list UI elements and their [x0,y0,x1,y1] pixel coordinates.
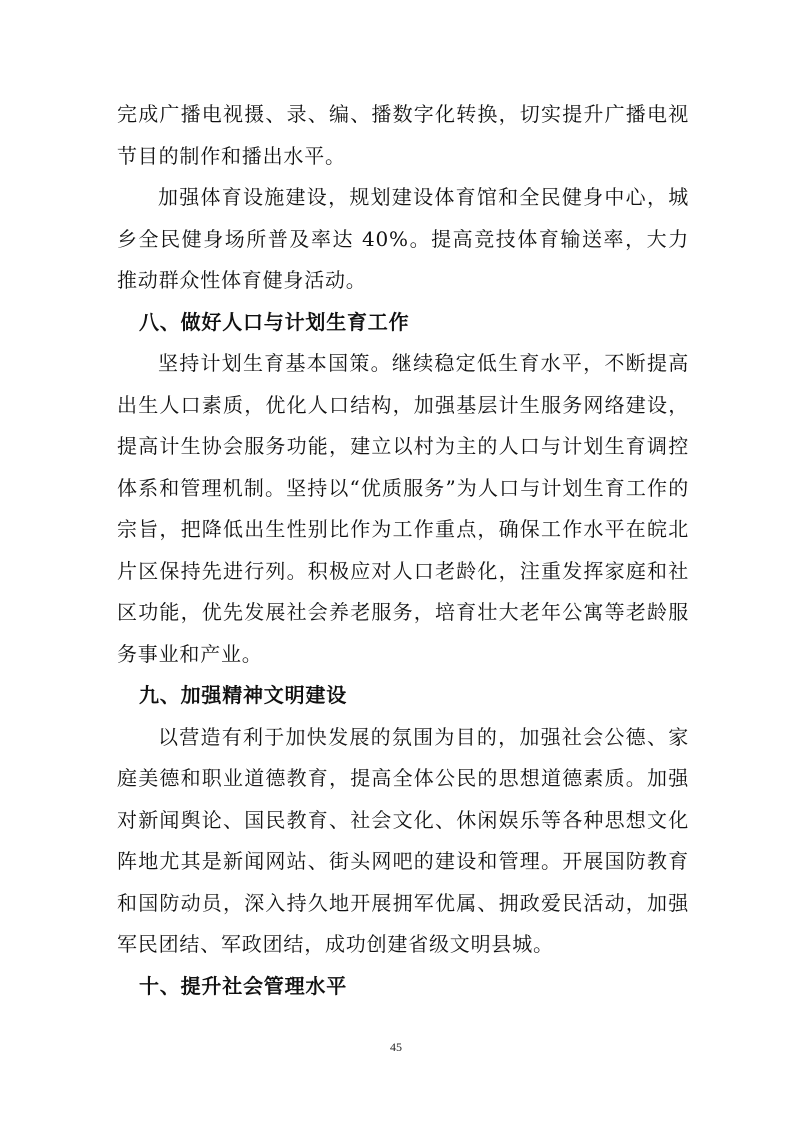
paragraph-sports: 加强体育设施建设，规划建设体育馆和全民健身中心，城乡全民健身场所普及率达 40%。提高竞技体育输送率，大力推动群众性体育健身活动。 [117,185,689,292]
heading-civilization: 九、加强精神文明建设 [139,683,347,707]
paragraph-civilization: 以营造有利于加快发展的氛围为目的，加强社会公德、家庭美德和职业道德教育，提高全体公民的思想道德素质。加强对新闻舆论、国民教育、社会文化、休闲娱乐等各种思想文化阵地尤其是新闻网站、街头网吧的建设和管理。开展国防教育和国防动员，深入持久地开展拥军优属、拥政爱民活动，加强军民团结、军政团结，成功创建省级文明县城。 [117,724,689,956]
page-number: 45 [390,1040,402,1054]
page-content [117,94,689,1007]
heading-social-management: 十、提升社会管理水平 [139,973,347,998]
paragraph-family-planning: 坚持计划生育基本国策。继续稳定低生育水平，不断提高出生人口素质，优化人口结构，加强基层计生服务网络建设，提高计生协会服务功能，建立以村为主的人口与计划生育调控体系和管理机制。坚持以“优质服务”为人口与计划生育工作的宗旨，把降低出生性别比作为工作重点，确保工作水平在皖北片区保持先进行列。积极应对人口老龄化，注重发挥家庭和社区功能，优先发展社会养老服务，培育壮大老年公寓等老龄服务事业和产业。 [117,351,689,666]
paragraph-broadcast: 完成广播电视摄、录、编、播数字化转换，切实提升广播电视节目的制作和播出水平。 [117,102,689,168]
heading-population: 八、做好人口与计划生育工作 [139,309,410,334]
